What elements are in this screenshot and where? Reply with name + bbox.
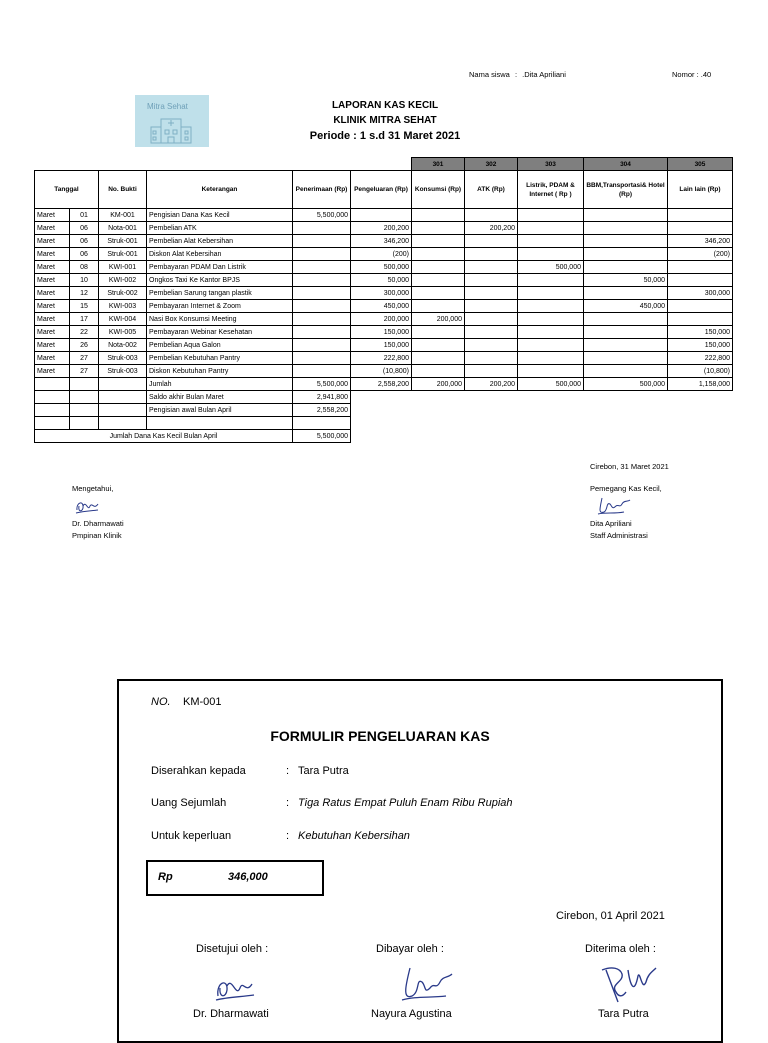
cell-c303: 500,000 (518, 261, 584, 274)
cell-in: 5,500,000 (293, 209, 351, 222)
cell-day: 06 (70, 222, 99, 235)
cell-c305 (668, 222, 733, 235)
col-ref: No. Bukti (99, 171, 147, 209)
account-code-row (35, 158, 733, 171)
total-302: 200,200 (465, 378, 518, 391)
cell-c302 (465, 274, 518, 287)
cell-desc: Diskon Alat Kebersihan (147, 248, 293, 261)
cell-c303 (518, 339, 584, 352)
form-signature-dharmawati-icon (212, 970, 258, 1004)
form-purpose-value: Kebutuhan Kebersihan (298, 830, 410, 842)
cell-ref: Nota-001 (99, 222, 147, 235)
form-signature-tara-icon (598, 962, 662, 1006)
code-303: 303 (518, 158, 584, 171)
cell-c302 (465, 209, 518, 222)
cell-month: Maret (35, 235, 70, 248)
cell-day: 06 (70, 235, 99, 248)
total-303: 500,000 (518, 378, 584, 391)
cell-c305 (668, 261, 733, 274)
cell-c302 (465, 352, 518, 365)
cell-c304 (584, 339, 668, 352)
cell-day: 15 (70, 300, 99, 313)
cell-in (293, 339, 351, 352)
table-row (35, 300, 733, 313)
cell-month: Maret (35, 222, 70, 235)
cell-c303 (518, 274, 584, 287)
cell-ref: KWI-001 (99, 261, 147, 274)
cell-c301 (412, 326, 465, 339)
cell-desc: Pembelian Sarung tangan plastik (147, 287, 293, 300)
cell-c301 (412, 261, 465, 274)
cell-in (293, 365, 351, 378)
cell-out: 222,800 (351, 352, 412, 365)
cell-month: Maret (35, 326, 70, 339)
april-total-value: 5,500,000 (293, 430, 351, 443)
table-row (35, 274, 733, 287)
cell-out: 200,200 (351, 222, 412, 235)
cell-c305 (668, 274, 733, 287)
cell-in (293, 326, 351, 339)
cell-ref: KWI-003 (99, 300, 147, 313)
cell-day: 22 (70, 326, 99, 339)
cell-c304 (584, 326, 668, 339)
total-301: 200,000 (412, 378, 465, 391)
code-305: 305 (668, 158, 733, 171)
form-no-value: KM-001 (183, 696, 222, 708)
approved-name: Dr. Dharmawati (193, 1008, 269, 1020)
student-name-line (469, 70, 566, 79)
cell-c303 (518, 248, 584, 261)
form-purpose-sep: : (286, 830, 290, 842)
student-number: Nomor : .40 (672, 70, 712, 79)
cell-c301 (412, 287, 465, 300)
report-period: Periode : 1 s.d 31 Maret 2021 (309, 130, 461, 142)
table-row (35, 287, 733, 300)
col-303: Listrik, PDAM & Internet ( Rp ) (518, 171, 584, 209)
cell-desc: Nasi Box Konsumsi Meeting (147, 313, 293, 326)
form-no-label: NO. (151, 696, 171, 708)
paid-name: Nayura Agustina (371, 1008, 452, 1020)
cell-c303 (518, 326, 584, 339)
cell-month: Maret (35, 248, 70, 261)
cell-c302 (465, 326, 518, 339)
cell-in (293, 261, 351, 274)
clinic-logo (135, 95, 209, 147)
amount-box (146, 860, 324, 896)
rp-label: Rp (158, 871, 173, 883)
cell-c302 (465, 235, 518, 248)
cell-c305 (668, 313, 733, 326)
cell-day: 01 (70, 209, 99, 222)
cell-ref: Struk-002 (99, 287, 147, 300)
cell-day: 17 (70, 313, 99, 326)
logo-text: Mitra Sehat (147, 102, 188, 111)
left-sign-name: Dr. Dharmawati (72, 519, 124, 528)
cell-c302 (465, 261, 518, 274)
cell-day: 27 (70, 352, 99, 365)
cell-c303 (518, 300, 584, 313)
cell-c301 (412, 274, 465, 287)
cell-c304 (584, 222, 668, 235)
balance-row (35, 391, 733, 404)
cell-out: 150,000 (351, 339, 412, 352)
cell-c302 (465, 300, 518, 313)
cell-out: 300,000 (351, 287, 412, 300)
cell-out: (10,800) (351, 365, 412, 378)
cell-out: 200,000 (351, 313, 412, 326)
cell-ref: KM-001 (99, 209, 147, 222)
cell-c305: (200) (668, 248, 733, 261)
cell-c303 (518, 287, 584, 300)
right-sign-name: Dita Apriliani (590, 519, 632, 528)
cell-c305 (668, 209, 733, 222)
total-row (35, 378, 733, 391)
cell-in (293, 222, 351, 235)
building-icon (149, 113, 193, 145)
cell-c303 (518, 313, 584, 326)
cell-day: 10 (70, 274, 99, 287)
cell-c301 (412, 248, 465, 261)
table-row (35, 326, 733, 339)
cell-c305: 150,000 (668, 339, 733, 352)
cell-month: Maret (35, 261, 70, 274)
cell-month: Maret (35, 352, 70, 365)
cell-c304 (584, 313, 668, 326)
cell-c304 (584, 287, 668, 300)
total-304: 500,000 (584, 378, 668, 391)
total-label: Jumlah (147, 378, 293, 391)
cell-out: 50,000 (351, 274, 412, 287)
cell-c301 (412, 235, 465, 248)
cell-ref: KWI-002 (99, 274, 147, 287)
cell-c302 (465, 313, 518, 326)
cell-out: 500,000 (351, 261, 412, 274)
cell-c303 (518, 222, 584, 235)
cell-desc: Pembayaran PDAM Dan Listrik (147, 261, 293, 274)
table-row (35, 248, 733, 261)
cell-out: 346,200 (351, 235, 412, 248)
cell-c301 (412, 300, 465, 313)
form-title: FORMULIR PENGELUARAN KAS (270, 728, 490, 744)
received-label: Diterima oleh : (585, 943, 656, 955)
cell-in (293, 235, 351, 248)
form-signature-nayura-icon (396, 962, 456, 1006)
cell-month: Maret (35, 339, 70, 352)
cell-c304 (584, 261, 668, 274)
table-row (35, 222, 733, 235)
student-name: .Dita Apriliani (522, 70, 566, 79)
cell-c302 (465, 339, 518, 352)
table-header-row (35, 171, 733, 209)
cell-month: Maret (35, 313, 70, 326)
left-sign-title: Mengetahui, (72, 484, 114, 493)
cell-c301: 200,000 (412, 313, 465, 326)
cell-out: 450,000 (351, 300, 412, 313)
form-amount-label: Uang Sejumlah (151, 797, 227, 809)
cell-day: 12 (70, 287, 99, 300)
cell-ref: KWI-005 (99, 326, 147, 339)
cell-desc: Pembelian ATK (147, 222, 293, 235)
cell-c304 (584, 235, 668, 248)
april-total-row (35, 430, 733, 443)
cell-desc: Ongkos Taxi Ke Kantor BPJS (147, 274, 293, 287)
cell-out: (200) (351, 248, 412, 261)
col-301: Konsumsi (Rp) (412, 171, 465, 209)
cell-desc: Pembelian Kebutuhan Pantry (147, 352, 293, 365)
balance-value: 2,941,800 (293, 391, 351, 404)
cell-c301 (412, 352, 465, 365)
cell-c303 (518, 209, 584, 222)
cell-c304: 50,000 (584, 274, 668, 287)
cell-ref: Struk-003 (99, 365, 147, 378)
cell-desc: Pembayaran Internet & Zoom (147, 300, 293, 313)
cell-day: 06 (70, 248, 99, 261)
student-label: Nama siswa (469, 70, 510, 79)
cell-day: 27 (70, 365, 99, 378)
form-purpose-label: Untuk keperluan (151, 830, 232, 842)
april-total-label: Jumlah Dana Kas Kecil Bulan April (35, 430, 293, 443)
report-place-date: Cirebon, 31 Maret 2021 (590, 462, 669, 471)
cell-day: 08 (70, 261, 99, 274)
table-row (35, 339, 733, 352)
petty-cash-table (34, 157, 733, 443)
cell-out: 150,000 (351, 326, 412, 339)
col-302: ATK (Rp) (465, 171, 518, 209)
cell-ref: Struk-001 (99, 248, 147, 261)
cell-c304 (584, 365, 668, 378)
empty-row (35, 417, 733, 430)
refill-value: 2,558,200 (293, 404, 351, 417)
table-row (35, 352, 733, 365)
right-sign-role: Staff Administrasi (590, 531, 648, 540)
table-row (35, 235, 733, 248)
form-amount-sep: : (286, 797, 290, 809)
cell-c302 (465, 287, 518, 300)
cell-desc: Pembayaran Webinar Kesehatan (147, 326, 293, 339)
cell-desc: Pembelian Alat Kebersihan (147, 235, 293, 248)
cell-in (293, 274, 351, 287)
clinic-name: KLINIK MITRA SEHAT (333, 115, 437, 126)
cell-day: 26 (70, 339, 99, 352)
cell-month: Maret (35, 365, 70, 378)
code-304: 304 (584, 158, 668, 171)
cell-c301 (412, 365, 465, 378)
code-301: 301 (412, 158, 465, 171)
cell-desc: Diskon Kebutuhan Pantry (147, 365, 293, 378)
received-name: Tara Putra (598, 1008, 649, 1020)
cell-ref: KWI-004 (99, 313, 147, 326)
report-title: LAPORAN KAS KECIL (331, 100, 439, 111)
cell-c304 (584, 248, 668, 261)
form-to-sep: : (286, 765, 290, 777)
cell-in (293, 248, 351, 261)
cell-c302: 200,200 (465, 222, 518, 235)
cell-c305: (10,800) (668, 365, 733, 378)
cell-ref: Struk-003 (99, 352, 147, 365)
cell-c303 (518, 235, 584, 248)
cell-c305 (668, 300, 733, 313)
form-to-label: Diserahkan kepada (151, 765, 246, 777)
approved-label: Disetujui oleh : (196, 943, 269, 955)
cell-c301 (412, 209, 465, 222)
left-sign-role: Pmpinan Klinik (72, 531, 122, 540)
refill-row (35, 404, 733, 417)
table-row (35, 209, 733, 222)
col-date: Tanggal (35, 171, 99, 209)
cell-desc: Pembelian Aqua Galon (147, 339, 293, 352)
cell-in (293, 300, 351, 313)
cell-c305: 346,200 (668, 235, 733, 248)
cell-ref: Struk-001 (99, 235, 147, 248)
cell-month: Maret (35, 209, 70, 222)
cell-c302 (465, 365, 518, 378)
cell-month: Maret (35, 287, 70, 300)
table-row (35, 261, 733, 274)
cell-c304 (584, 209, 668, 222)
cell-in (293, 287, 351, 300)
total-in: 5,500,000 (293, 378, 351, 391)
right-sign-title: Pemegang Kas Kecil, (590, 484, 662, 493)
paid-label: Dibayar oleh : (376, 943, 444, 955)
code-302: 302 (465, 158, 518, 171)
table-row (35, 313, 733, 326)
form-place-date: Cirebon, 01 April 2021 (556, 910, 665, 922)
cell-c305: 300,000 (668, 287, 733, 300)
balance-label: Saldo akhir Bulan Maret (147, 391, 293, 404)
cell-c301 (412, 339, 465, 352)
form-amount-words: Tiga Ratus Empat Puluh Enam Ribu Rupiah (298, 797, 513, 809)
cell-c304: 450,000 (584, 300, 668, 313)
cell-ref: Nota-002 (99, 339, 147, 352)
cell-c305: 222,800 (668, 352, 733, 365)
cell-c303 (518, 352, 584, 365)
cell-c304 (584, 352, 668, 365)
total-out: 2,558,200 (351, 378, 412, 391)
rp-value: 346,000 (228, 871, 268, 883)
cell-c305: 150,000 (668, 326, 733, 339)
cell-out (351, 209, 412, 222)
col-out: Pengeluaran (Rp) (351, 171, 412, 209)
col-304: BBM,Transportasi& Hotel (Rp) (584, 171, 668, 209)
cell-c302 (465, 248, 518, 261)
col-in: Penerimaan (Rp) (293, 171, 351, 209)
cell-in (293, 313, 351, 326)
col-305: Lain lain (Rp) (668, 171, 733, 209)
cell-month: Maret (35, 274, 70, 287)
cell-in (293, 352, 351, 365)
cell-c301 (412, 222, 465, 235)
form-to-value: Tara Putra (298, 765, 349, 777)
total-305: 1,158,000 (668, 378, 733, 391)
signature-dharmawati-icon (74, 496, 100, 516)
student-sep: : (514, 70, 518, 79)
cell-month: Maret (35, 300, 70, 313)
cell-desc: Pengisian Dana Kas Kecil (147, 209, 293, 222)
col-desc: Keterangan (147, 171, 293, 209)
signature-dita-icon (594, 494, 634, 518)
table-row (35, 365, 733, 378)
cell-c303 (518, 365, 584, 378)
refill-label: Pengisian awal Bulan April (147, 404, 293, 417)
